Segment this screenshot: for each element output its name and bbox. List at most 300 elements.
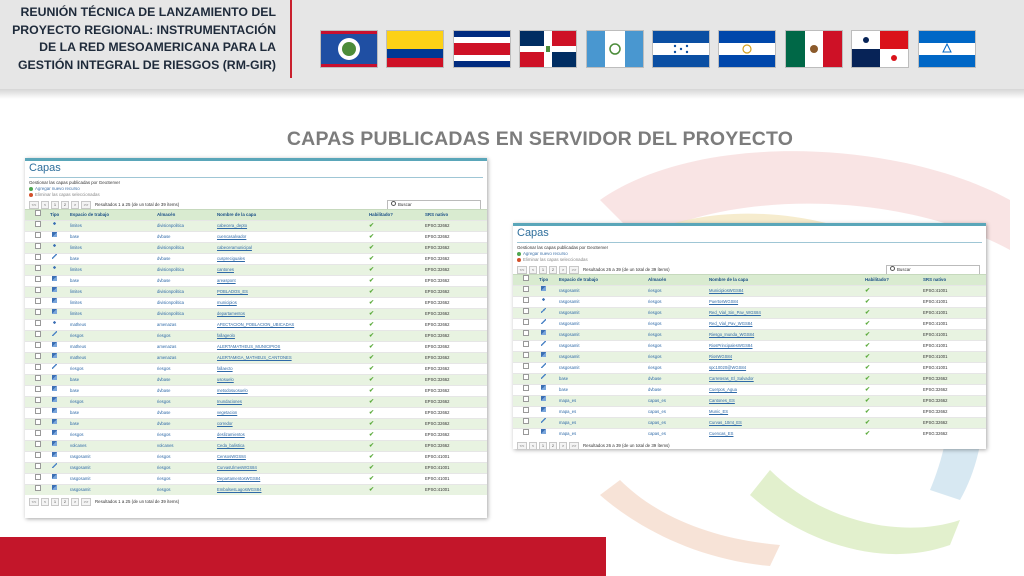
srs-value: EPSG:32662 xyxy=(425,223,450,228)
raster-layer-icon xyxy=(541,286,546,291)
layer-name-link[interactable]: areaspont xyxy=(217,278,236,283)
workspace-link[interactable]: base xyxy=(70,256,80,261)
store-link[interactable]: divisionpolitica xyxy=(157,223,184,228)
point-layer-icon xyxy=(52,221,57,226)
srs-value: EPSG:32662 xyxy=(425,377,450,382)
table-row xyxy=(513,351,986,362)
store-link[interactable]: riesgos xyxy=(157,399,171,404)
pager-prev-button[interactable]: < xyxy=(529,442,537,449)
layer-name-link[interactable]: Riesgo_Inunda_WGS84 xyxy=(709,332,755,337)
enabled-check-icon: ✔ xyxy=(865,299,871,305)
row-checkbox[interactable] xyxy=(523,407,529,413)
srs-value: EPSG:32662 xyxy=(425,300,450,305)
workspace-link[interactable]: riesgos xyxy=(70,366,84,371)
enabled-check-icon: ✔ xyxy=(369,487,375,493)
panel-description: Gestionar las capas publicadas por GeoServer xyxy=(517,245,609,250)
layer-name-link[interactable]: AFECTACION_POBLACION_UBICADAS xyxy=(217,322,295,327)
column-header[interactable]: Habilitado? xyxy=(865,277,889,282)
table-row xyxy=(25,352,487,363)
store-link[interactable]: amenazas xyxy=(157,322,177,327)
srs-value: EPSG:32662 xyxy=(923,398,948,403)
table-row xyxy=(25,363,487,374)
pager-results-text: Resultados 1 a 25 (de un total de 39 ítems) xyxy=(95,202,180,207)
table-row xyxy=(25,286,487,297)
row-checkbox[interactable] xyxy=(35,221,41,227)
srs-value: EPSG:41001 xyxy=(425,487,450,492)
pager-next-button[interactable]: > xyxy=(559,266,567,274)
workspace-link[interactable]: rasgosamit xyxy=(70,454,91,459)
enabled-check-icon: ✔ xyxy=(369,465,375,471)
pager-last-button[interactable]: >> xyxy=(569,442,579,449)
enabled-check-icon: ✔ xyxy=(369,399,375,405)
row-checkbox[interactable] xyxy=(35,397,41,403)
workspace-link[interactable]: base xyxy=(70,278,80,283)
pager-last-button[interactable]: >> xyxy=(569,266,579,274)
pager-prev-button[interactable]: < xyxy=(41,201,49,209)
srs-value: EPSG:32662 xyxy=(425,344,450,349)
table-row xyxy=(513,417,986,428)
point-layer-icon xyxy=(52,243,57,248)
layer-name-link[interactable]: Curvas_10mt_ES xyxy=(709,420,742,425)
store-link[interactable]: dvbase xyxy=(157,388,171,393)
column-header[interactable]: Habilitado? xyxy=(369,212,393,217)
enabled-check-icon: ✔ xyxy=(369,377,375,383)
store-link[interactable]: riesgos xyxy=(648,332,662,337)
enabled-check-icon: ✔ xyxy=(369,443,375,449)
store-link[interactable]: riesgos xyxy=(157,476,171,481)
table-row xyxy=(513,329,986,340)
workspace-link[interactable]: rasgosamit xyxy=(70,476,91,481)
workspace-link[interactable]: rasgosamit xyxy=(559,332,580,337)
layer-name-link[interactable]: Inundaciones xyxy=(217,399,242,404)
pager-page-1-button[interactable]: 1 xyxy=(51,201,59,209)
workspace-link[interactable]: limites xyxy=(70,289,82,294)
layer-name-link[interactable]: Munic_ES xyxy=(709,409,729,414)
layer-name-link[interactable]: Cuencas_ES xyxy=(709,431,734,436)
store-link[interactable]: riesgos xyxy=(648,343,662,348)
line-layer-icon xyxy=(541,308,546,313)
layer-name-link[interactable]: cuencasalvador xyxy=(217,234,247,239)
row-checkbox[interactable] xyxy=(35,408,41,414)
table-row xyxy=(25,385,487,396)
workspace-link[interactable]: riesgos xyxy=(70,432,84,437)
table-row xyxy=(25,330,487,341)
workspace-link[interactable]: matheus xyxy=(70,355,87,360)
workspace-link[interactable]: rasgosamit xyxy=(559,343,580,348)
store-link[interactable]: riesgos xyxy=(648,354,662,359)
table-row xyxy=(25,231,487,242)
layers-panel-page-2 xyxy=(513,223,986,449)
srs-value: EPSG:32662 xyxy=(425,366,450,371)
table-row xyxy=(513,285,986,296)
row-checkbox[interactable] xyxy=(35,353,41,359)
row-checkbox[interactable] xyxy=(523,308,529,314)
workspace-link[interactable]: rasgosamit xyxy=(559,288,580,293)
panel-heading: Capas xyxy=(517,227,549,239)
raster-layer-icon xyxy=(541,429,546,434)
table-row xyxy=(513,428,986,439)
meeting-title-line: PROYECTO REGIONAL: INSTRUMENTACIÓN xyxy=(12,22,276,37)
table-row xyxy=(513,362,986,373)
column-header[interactable]: SRS nativo xyxy=(923,277,947,282)
raster-layer-icon xyxy=(52,430,57,435)
workspace-link[interactable]: rasgosamit xyxy=(70,487,91,492)
row-checkbox[interactable] xyxy=(35,430,41,436)
row-checkbox[interactable] xyxy=(523,286,529,292)
pager-page-2-button[interactable]: 2 xyxy=(61,201,69,209)
workspace-link[interactable]: mapa_es xyxy=(559,420,577,425)
row-checkbox[interactable] xyxy=(523,418,529,424)
workspace-link[interactable]: base xyxy=(559,387,569,392)
column-header[interactable]: Nombre de la capa xyxy=(709,277,749,282)
line-layer-icon xyxy=(541,374,546,379)
workspace-link[interactable]: rasgosamit xyxy=(559,310,580,315)
store-link[interactable]: amenazas xyxy=(157,355,177,360)
row-checkbox[interactable] xyxy=(35,452,41,458)
remove-layers-link[interactable] xyxy=(513,257,986,263)
workspace-link[interactable]: base xyxy=(70,234,80,239)
srs-value: EPSG:32662 xyxy=(425,311,450,316)
layer-name-link[interactable]: departamentos xyxy=(217,311,245,316)
pager-results-text: Resultados 26 a 39 (de un total de 39 ítems) xyxy=(583,267,670,272)
table-row xyxy=(25,429,487,440)
column-header[interactable]: Tipo xyxy=(50,212,60,217)
pager-page-1-button[interactable]: 1 xyxy=(539,266,547,274)
store-link[interactable]: divisionpolitica xyxy=(157,300,184,305)
column-header[interactable]: Nombre de la capa xyxy=(217,212,257,217)
enabled-check-icon: ✔ xyxy=(369,333,375,339)
table-row xyxy=(25,341,487,352)
store-link[interactable]: amenazas xyxy=(157,344,177,349)
column-header[interactable]: SRS nativo xyxy=(425,212,449,217)
pager-last-button[interactable]: >> xyxy=(81,201,91,209)
select-all-checkbox[interactable] xyxy=(523,275,529,281)
store-link[interactable]: riesgos xyxy=(648,310,662,315)
layer-name-link[interactable]: RiosWGS84 xyxy=(709,354,733,359)
store-link[interactable]: capas_es xyxy=(648,431,666,436)
store-link[interactable]: divisionpolitica xyxy=(157,267,184,272)
slide-title: CAPAS PUBLICADAS EN SERVIDOR DEL PROYECTO xyxy=(286,128,794,150)
store-link[interactable]: riesgos xyxy=(157,432,171,437)
row-checkbox[interactable] xyxy=(523,352,529,358)
layer-name-link[interactable]: RiosPrincipalesWGS84 xyxy=(709,343,753,348)
layer-name-link[interactable]: EmbalsesLagosWGS84 xyxy=(217,487,262,492)
row-checkbox[interactable] xyxy=(523,363,529,369)
pager-prev-button[interactable]: < xyxy=(41,498,49,506)
workspace-link[interactable]: mapa_es xyxy=(559,431,577,436)
layer-name-link[interactable]: Cantones_ES xyxy=(709,398,735,403)
column-header[interactable]: Tipo xyxy=(539,277,549,282)
row-checkbox[interactable] xyxy=(35,243,41,249)
column-header[interactable]: Espacio de trabajo xyxy=(70,212,110,217)
pager-page-1-button[interactable]: 1 xyxy=(539,442,547,449)
workspace-link[interactable]: limites xyxy=(70,311,82,316)
pager-next-button[interactable]: > xyxy=(71,498,79,506)
row-checkbox[interactable] xyxy=(35,309,41,315)
raster-layer-icon xyxy=(541,330,546,335)
srs-value: EPSG:32662 xyxy=(923,431,948,436)
layer-name-link[interactable]: usosuelo xyxy=(217,377,234,382)
layer-name-link[interactable]: Red_Vial_Sin_Pav_WGS84 xyxy=(709,310,761,315)
srs-value: EPSG:41001 xyxy=(923,299,948,304)
store-link[interactable]: riesgos xyxy=(157,454,171,459)
layer-name-link[interactable]: ALERTAMATHEUS_MUNICIPIOS xyxy=(217,344,281,349)
row-checkbox[interactable] xyxy=(35,375,41,381)
workspace-link[interactable]: rasgosamit xyxy=(70,465,91,470)
enabled-check-icon: ✔ xyxy=(369,223,375,229)
pager-first-button[interactable]: << xyxy=(517,442,527,449)
line-layer-icon xyxy=(541,319,546,324)
workspace-link[interactable]: rasgosamit xyxy=(559,354,580,359)
layer-name-link[interactable]: DepartamentosWGS84 xyxy=(217,476,261,481)
store-link[interactable]: capas_es xyxy=(648,420,666,425)
add-resource-label: Agregar nuevo recurso xyxy=(35,186,80,191)
pager-results-text: Resultados 26 a 39 (de un total de 39 ítems) xyxy=(583,443,670,448)
srs-value: EPSG:41001 xyxy=(425,476,450,481)
store-link[interactable]: capas_es xyxy=(648,398,666,403)
pager-prev-button[interactable]: < xyxy=(529,266,537,274)
enabled-check-icon: ✔ xyxy=(369,278,375,284)
srs-value: EPSG:32662 xyxy=(425,421,450,426)
workspace-link[interactable]: mapa_es xyxy=(559,398,577,403)
workspace-link[interactable]: base xyxy=(70,410,80,415)
bottom-accent-band xyxy=(0,537,606,576)
workspace-link[interactable]: rasgosamit xyxy=(559,321,580,326)
row-checkbox[interactable] xyxy=(35,320,41,326)
row-checkbox[interactable] xyxy=(35,474,41,480)
store-link[interactable]: divisionpolitica xyxy=(157,289,184,294)
workspace-link[interactable]: mapa_es xyxy=(559,409,577,414)
row-checkbox[interactable] xyxy=(35,485,41,491)
pager-first-button[interactable]: << xyxy=(29,201,39,209)
add-icon xyxy=(517,252,521,256)
remove-icon xyxy=(517,258,521,262)
search-placeholder: Buscar xyxy=(897,267,911,272)
store-link[interactable]: riesgos xyxy=(648,299,662,304)
workspace-link[interactable]: riesgos xyxy=(70,399,84,404)
row-checkbox[interactable] xyxy=(523,341,529,347)
store-link[interactable]: riesgos xyxy=(157,366,171,371)
enabled-check-icon: ✔ xyxy=(369,344,375,350)
workspace-link[interactable]: limites xyxy=(70,223,82,228)
panel-heading: Capas xyxy=(29,162,61,174)
column-header[interactable]: Espacio de trabajo xyxy=(559,277,599,282)
row-checkbox[interactable] xyxy=(35,287,41,293)
pager-last-button[interactable]: >> xyxy=(81,498,91,506)
pager-next-button[interactable]: > xyxy=(559,442,567,449)
srs-value: EPSG:32662 xyxy=(425,289,450,294)
srs-value: EPSG:32662 xyxy=(425,399,450,404)
srs-value: EPSG:32662 xyxy=(923,376,948,381)
row-checkbox[interactable] xyxy=(35,254,41,260)
enabled-check-icon: ✔ xyxy=(865,321,871,327)
store-link[interactable]: dvbase xyxy=(157,278,171,283)
pager-top xyxy=(513,265,986,274)
store-link[interactable]: riesgos xyxy=(648,288,662,293)
pager-page-1-button[interactable]: 1 xyxy=(51,498,59,506)
store-link[interactable]: dvbase xyxy=(648,387,662,392)
workspace-link[interactable]: base xyxy=(70,421,80,426)
srs-value: EPSG:32662 xyxy=(425,432,450,437)
store-link[interactable]: riesgos xyxy=(648,321,662,326)
workspace-link[interactable]: riesgos xyxy=(70,333,84,338)
store-link[interactable]: dvbase xyxy=(157,256,171,261)
table-row xyxy=(513,406,986,417)
remove-layers-label: Eliminar las capas seleccionadas xyxy=(523,257,588,262)
layer-name-link[interactable]: spc10020@WGS84 xyxy=(709,365,747,370)
row-checkbox[interactable] xyxy=(35,265,41,271)
row-checkbox[interactable] xyxy=(35,342,41,348)
row-checkbox[interactable] xyxy=(35,419,41,425)
workspace-link[interactable]: limites xyxy=(70,267,82,272)
add-resource-label: Agregar nuevo recurso xyxy=(523,251,568,256)
row-checkbox[interactable] xyxy=(35,232,41,238)
store-link[interactable]: divisionpolitica xyxy=(157,245,184,250)
raster-layer-icon xyxy=(52,408,57,413)
store-link[interactable]: dvbase xyxy=(157,410,171,415)
raster-layer-icon xyxy=(52,276,57,281)
remove-layers-link[interactable] xyxy=(25,192,487,198)
layer-name-link[interactable]: cantones xyxy=(217,267,234,272)
table-row xyxy=(25,253,487,264)
row-checkbox[interactable] xyxy=(523,319,529,325)
layer-name-link[interactable]: vegetacion xyxy=(217,410,238,415)
srs-value: EPSG:41001 xyxy=(923,321,948,326)
layer-name-link[interactable]: fallaecto xyxy=(217,366,233,371)
pager-page-2-button[interactable]: 2 xyxy=(61,498,69,506)
pager-next-button[interactable]: > xyxy=(71,201,79,209)
column-header[interactable]: Almacén xyxy=(157,212,176,217)
raster-layer-icon xyxy=(52,452,57,457)
row-checkbox[interactable] xyxy=(35,386,41,392)
enabled-check-icon: ✔ xyxy=(865,431,871,437)
row-checkbox[interactable] xyxy=(523,385,529,391)
line-layer-icon xyxy=(52,364,57,369)
row-checkbox[interactable] xyxy=(35,441,41,447)
workspace-link[interactable]: base xyxy=(559,376,569,381)
workspace-link[interactable]: matheus xyxy=(70,344,87,349)
row-checkbox[interactable] xyxy=(35,298,41,304)
store-link[interactable]: dvbase xyxy=(648,376,662,381)
point-layer-icon xyxy=(52,265,57,270)
pager-first-button[interactable]: << xyxy=(29,498,39,506)
srs-value: EPSG:32662 xyxy=(425,256,450,261)
raster-layer-icon xyxy=(52,309,57,314)
workspace-link[interactable]: volcanes xyxy=(70,443,87,448)
layer-name-link[interactable]: CensosWGS84 xyxy=(217,454,246,459)
enabled-check-icon: ✔ xyxy=(865,332,871,338)
table-row xyxy=(513,318,986,329)
layer-name-link[interactable]: fallageolo xyxy=(217,333,235,338)
layer-name-link[interactable]: ALERTAMIGA_MATHEUS_CANTONES xyxy=(217,355,292,360)
workspace-link[interactable]: limites xyxy=(70,300,82,305)
store-link[interactable]: riesgos xyxy=(157,487,171,492)
srs-value: EPSG:32662 xyxy=(923,420,948,425)
table-row xyxy=(25,418,487,429)
row-checkbox[interactable] xyxy=(35,463,41,469)
layer-name-link[interactable]: Red_Vial_Pav_WGS84 xyxy=(709,321,753,326)
raster-layer-icon xyxy=(52,342,57,347)
srs-value: EPSG:32662 xyxy=(425,333,450,338)
row-checkbox[interactable] xyxy=(35,331,41,337)
layer-name-link[interactable]: deslizamientos xyxy=(217,432,245,437)
pager-first-button[interactable]: << xyxy=(517,266,527,274)
store-link[interactable]: dvbase xyxy=(157,234,171,239)
column-header[interactable]: Almacén xyxy=(648,277,667,282)
table-row xyxy=(513,340,986,351)
store-link[interactable]: capas_es xyxy=(648,409,666,414)
row-checkbox[interactable] xyxy=(35,364,41,370)
store-link[interactable]: riesgos xyxy=(157,333,171,338)
table-row xyxy=(513,395,986,406)
layer-name-link[interactable]: MunicipiosWGS84 xyxy=(709,288,744,293)
select-all-checkbox[interactable] xyxy=(35,210,41,216)
row-checkbox[interactable] xyxy=(523,396,529,402)
layer-name-link[interactable]: municipios xyxy=(217,300,237,305)
layer-name-link[interactable]: Ceda_balistica xyxy=(217,443,245,448)
row-checkbox[interactable] xyxy=(523,374,529,380)
workspace-link[interactable]: base xyxy=(70,377,80,382)
layer-name-link[interactable]: Carreteras_El_Salvador xyxy=(709,376,754,381)
layer-name-link[interactable]: corredor xyxy=(217,421,233,426)
pager-page-2-button[interactable]: 2 xyxy=(549,266,557,274)
workspace-link[interactable]: matheus xyxy=(70,322,87,327)
srs-value: EPSG:41001 xyxy=(923,354,948,359)
workspace-link[interactable]: rasgosamit xyxy=(559,365,580,370)
raster-layer-icon xyxy=(52,298,57,303)
store-link[interactable]: divisionpolitica xyxy=(157,311,184,316)
table-row xyxy=(25,275,487,286)
store-link[interactable]: riesgos xyxy=(157,465,171,470)
raster-layer-icon xyxy=(52,287,57,292)
layer-name-link[interactable]: metodosuosuelo xyxy=(217,388,248,393)
srs-value: EPSG:41001 xyxy=(425,465,450,470)
store-link[interactable]: dvbase xyxy=(157,421,171,426)
store-link[interactable]: dvbase xyxy=(157,377,171,382)
enabled-check-icon: ✔ xyxy=(369,421,375,427)
table-row xyxy=(513,384,986,395)
enabled-check-icon: ✔ xyxy=(865,398,871,404)
workspace-link[interactable]: rasgosamit xyxy=(559,299,580,304)
layer-name-link[interactable]: cuspreciguales xyxy=(217,256,245,261)
enabled-check-icon: ✔ xyxy=(369,454,375,460)
layer-name-link[interactable]: POBLADOS_ES xyxy=(217,289,248,294)
enabled-check-icon: ✔ xyxy=(369,355,375,361)
srs-value: EPSG:32662 xyxy=(923,387,948,392)
raster-layer-icon xyxy=(52,474,57,479)
raster-layer-icon xyxy=(541,407,546,412)
layer-name-link[interactable]: CurvasUlmesWGS84 xyxy=(217,465,257,470)
enabled-check-icon: ✔ xyxy=(865,376,871,382)
pager-page-2-button[interactable]: 2 xyxy=(549,442,557,449)
layer-name-link[interactable]: cabecera_depto xyxy=(217,223,248,228)
workspace-link[interactable]: limites xyxy=(70,245,82,250)
workspace-link[interactable]: base xyxy=(70,388,80,393)
store-link[interactable]: riesgos xyxy=(648,365,662,370)
row-checkbox[interactable] xyxy=(523,330,529,336)
enabled-check-icon: ✔ xyxy=(369,245,375,251)
layer-name-link[interactable]: cabeceramunicipal xyxy=(217,245,252,250)
table-row xyxy=(25,220,487,231)
raster-layer-icon xyxy=(541,385,546,390)
row-checkbox[interactable] xyxy=(35,276,41,282)
store-link[interactable]: volcanes xyxy=(157,443,174,448)
enabled-check-icon: ✔ xyxy=(865,387,871,393)
row-checkbox[interactable] xyxy=(523,429,529,435)
row-checkbox[interactable] xyxy=(523,297,529,303)
layer-name-link[interactable]: Cuerpos_Agua xyxy=(709,387,737,392)
layer-name-link[interactable]: PuertosWGS84 xyxy=(709,299,739,304)
